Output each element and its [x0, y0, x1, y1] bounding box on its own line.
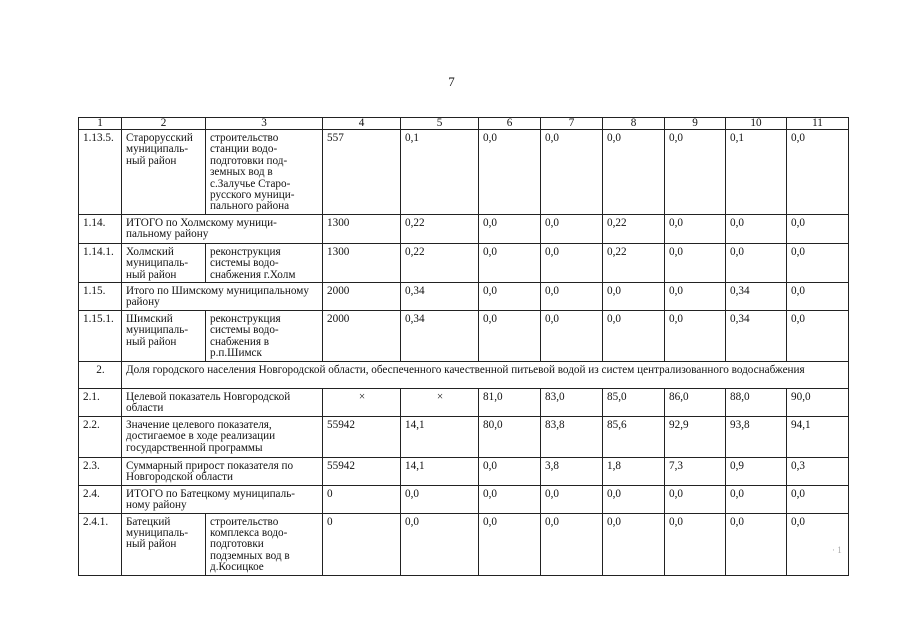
measure-cell: строительство комплекса водо-подготовки подземных вод в д.Косицкое	[206, 513, 323, 575]
table-row	[79, 361, 849, 388]
row-number-cell: 1.14.1.	[79, 243, 122, 282]
value-cell: 0,0	[665, 214, 726, 243]
district-cell: Батецкий муниципаль-ный район	[122, 513, 206, 575]
value-cell: 0,22	[401, 243, 479, 282]
value-cell: 0,34	[401, 283, 479, 311]
value-cell: 92,9	[665, 416, 726, 457]
column-number: 1	[79, 118, 122, 130]
row-number-cell: 1.14.	[79, 214, 122, 243]
measure-cell: реконструкция системы водо-снабжения в р.п.Шимск	[206, 310, 323, 361]
table-row	[79, 416, 849, 457]
value-cell: 0,0	[479, 283, 541, 311]
value-cell: 0,9	[726, 457, 787, 485]
value-cell: 81,0	[479, 388, 541, 416]
district-cell: Холмский муниципаль-ный район	[122, 243, 206, 282]
value-cell: 0,0	[787, 243, 849, 282]
value-cell: 0,0	[479, 310, 541, 361]
column-number: 7	[541, 118, 603, 130]
row-number-cell: 2.	[79, 361, 122, 388]
value-cell: 0,0	[401, 513, 479, 575]
table-row	[79, 214, 849, 243]
value-cell: 0,0	[541, 513, 603, 575]
value-cell: 0,0	[787, 283, 849, 311]
value-cell: 0,0	[665, 243, 726, 282]
table-row	[79, 457, 849, 485]
value-cell: 1,8	[603, 457, 665, 485]
value-cell: 14,1	[401, 416, 479, 457]
value-cell: 55942	[323, 457, 401, 485]
value-cell: 0,0	[541, 214, 603, 243]
row-number-cell: 2.3.	[79, 457, 122, 485]
value-cell: 0,0	[541, 283, 603, 311]
value-cell: 0,0	[787, 214, 849, 243]
value-cell: 83,0	[541, 388, 603, 416]
measure-cell: строительство станции водо-подготовки под-земных вод в с.Залучье Старо-русского муници-пального района	[206, 130, 323, 215]
value-cell: 0,0	[479, 243, 541, 282]
value-cell: 0,0	[541, 310, 603, 361]
value-cell: 0,0	[603, 283, 665, 311]
table-row	[79, 130, 849, 215]
value-cell: 7,3	[665, 457, 726, 485]
value-cell: 0	[323, 485, 401, 513]
value-cell: 0,34	[401, 310, 479, 361]
value-cell: 0,0	[479, 513, 541, 575]
value-cell: 85,0	[603, 388, 665, 416]
indicator-name-cell: ИТОГО по Батецкому муниципаль-ному району	[122, 485, 323, 513]
column-number: 8	[603, 118, 665, 130]
value-cell: 0,0	[787, 513, 849, 575]
value-cell: 55942	[323, 416, 401, 457]
value-cell: 93,8	[726, 416, 787, 457]
table-row	[79, 388, 849, 416]
value-cell: 0,0	[726, 513, 787, 575]
value-cell: 88,0	[726, 388, 787, 416]
value-cell: 0,0	[665, 513, 726, 575]
value-cell: 0,22	[401, 214, 479, 243]
row-number-cell: 2.4.	[79, 485, 122, 513]
value-cell: 0,3	[787, 457, 849, 485]
value-cell: 0,0	[726, 214, 787, 243]
value-cell: 0,0	[603, 310, 665, 361]
value-cell: 0,0	[665, 130, 726, 215]
value-cell: 0,0	[665, 310, 726, 361]
value-cell: 0	[323, 513, 401, 575]
table-row	[79, 283, 849, 311]
value-cell: 0,0	[787, 310, 849, 361]
row-number-cell: 1.13.5.	[79, 130, 122, 215]
value-cell: 0,22	[603, 243, 665, 282]
value-cell: ×	[401, 388, 479, 416]
value-cell: 557	[323, 130, 401, 215]
value-cell: 3,8	[541, 457, 603, 485]
header-row	[79, 118, 849, 130]
value-cell: 80,0	[479, 416, 541, 457]
indicator-name-cell: ИТОГО по Холмскому муници-пальному району	[122, 214, 323, 243]
value-cell: 0,0	[479, 485, 541, 513]
row-number-cell: 1.15.	[79, 283, 122, 311]
value-cell: 0,34	[726, 283, 787, 311]
column-number: 9	[665, 118, 726, 130]
row-number-cell: 2.1.	[79, 388, 122, 416]
value-cell: 0,0	[541, 130, 603, 215]
page-number: 7	[448, 74, 455, 89]
column-number: 3	[206, 118, 323, 130]
row-number-cell: 2.2.	[79, 416, 122, 457]
value-cell: 2000	[323, 283, 401, 311]
column-number: 5	[401, 118, 479, 130]
value-cell: 0,0	[665, 283, 726, 311]
column-number: 6	[479, 118, 541, 130]
column-number: 10	[726, 118, 787, 130]
indicators-table	[78, 117, 849, 576]
value-cell: 0,0	[787, 130, 849, 215]
value-cell: 2000	[323, 310, 401, 361]
column-number: 2	[122, 118, 206, 130]
value-cell: 0,1	[726, 130, 787, 215]
value-cell: 0,0	[726, 485, 787, 513]
value-cell: ×	[323, 388, 401, 416]
value-cell: 0,34	[726, 310, 787, 361]
value-cell: 0,0	[541, 485, 603, 513]
table-row	[79, 310, 849, 361]
value-cell: 1300	[323, 243, 401, 282]
value-cell: 0,0	[726, 243, 787, 282]
table-row	[79, 513, 849, 575]
value-cell: 14,1	[401, 457, 479, 485]
value-cell: 94,1	[787, 416, 849, 457]
value-cell: 0,0	[541, 243, 603, 282]
value-cell: 0,0	[401, 485, 479, 513]
district-cell: Шимский муниципаль-ный район	[122, 310, 206, 361]
indicator-name-cell: Значение целевого показателя, достигаемое в ходе реализации государственной программы	[122, 416, 323, 457]
value-cell: 0,0	[479, 457, 541, 485]
measure-cell: реконструкция системы водо-снабжения г.Холм	[206, 243, 323, 282]
table-row	[79, 485, 849, 513]
value-cell: 0,1	[401, 130, 479, 215]
section-title-cell: Доля городского населения Новгородской области, обеспеченного качественной питьевой водой из систем централизованного водоснабжения	[122, 361, 849, 388]
district-cell: Старорусский муниципаль-ный район	[122, 130, 206, 215]
value-cell: 85,6	[603, 416, 665, 457]
value-cell: 0,0	[603, 130, 665, 215]
value-cell: 83,8	[541, 416, 603, 457]
value-cell: 0,0	[479, 130, 541, 215]
value-cell: 0,0	[603, 513, 665, 575]
value-cell: 0,0	[479, 214, 541, 243]
indicator-name-cell: Итого по Шимскому муниципальному району	[122, 283, 323, 311]
table-row	[79, 243, 849, 282]
value-cell: 0,0	[665, 485, 726, 513]
side-mark: · 1	[832, 545, 842, 555]
value-cell: 1300	[323, 214, 401, 243]
value-cell: 0,0	[787, 485, 849, 513]
column-number: 11	[787, 118, 849, 130]
value-cell: 0,0	[603, 485, 665, 513]
row-number-cell: 2.4.1.	[79, 513, 122, 575]
value-cell: 90,0	[787, 388, 849, 416]
indicator-name-cell: Суммарный прирост показателя по Новгородской области	[122, 457, 323, 485]
row-number-cell: 1.15.1.	[79, 310, 122, 361]
value-cell: 86,0	[665, 388, 726, 416]
value-cell: 0,22	[603, 214, 665, 243]
column-number: 4	[323, 118, 401, 130]
indicator-name-cell: Целевой показатель Новгородской области	[122, 388, 323, 416]
